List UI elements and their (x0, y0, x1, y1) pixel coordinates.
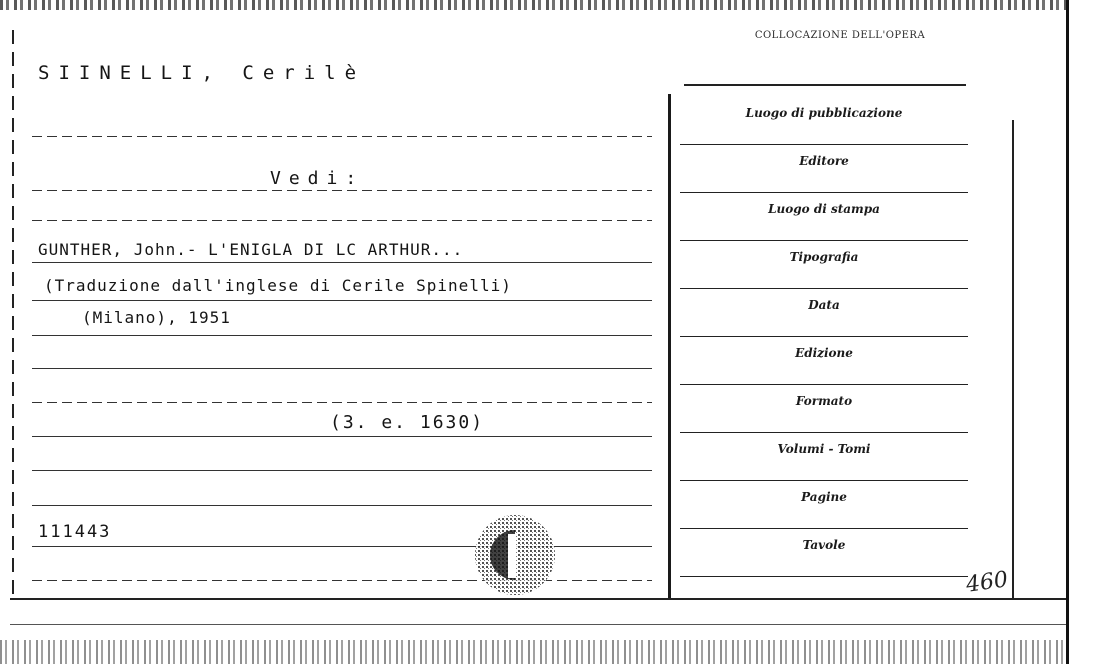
author-heading: SIINELLI, Cerilè (38, 62, 366, 84)
card-bottom-rule (10, 598, 1070, 600)
ruled-line (32, 220, 652, 221)
field-label: Tipografia (789, 250, 859, 264)
field-edizione (680, 336, 968, 385)
field-luogo-di-stampa (680, 192, 968, 241)
ruled-line (32, 262, 652, 263)
panel-right-rule (1012, 120, 1014, 600)
field-data (680, 288, 968, 337)
field-label: Pagine (801, 490, 847, 504)
field-volumi-tomi (680, 432, 968, 481)
card-top-edge (0, 0, 1093, 10)
field-label: Formato (795, 394, 853, 408)
ruled-line (32, 368, 652, 369)
inventory-number: 111443 (38, 522, 112, 542)
ruled-line (32, 136, 652, 137)
field-label: Tavole (802, 538, 846, 552)
reference-line: (Milano), 1951 (82, 308, 231, 327)
field-label: Data (808, 298, 840, 312)
reference-line: GUNTHER, John.- L'ENIGLA DI LC ARTHUR... (38, 240, 464, 259)
card-bottom-edge (0, 640, 1093, 664)
see-reference-label: Vedi: (270, 168, 365, 189)
field-tipografia (680, 240, 968, 289)
reference-line: (Traduzione dall'inglese di Cerile Spinelli) (44, 276, 512, 295)
field-editore (680, 144, 968, 193)
ruled-line (32, 505, 652, 506)
field-label: Luogo di stampa (768, 202, 880, 216)
field-tavole (680, 528, 968, 577)
ruled-line (32, 300, 652, 301)
ruled-line (32, 335, 652, 336)
panel-top-rule (684, 84, 966, 86)
field-label: Luogo di pubblicazione (745, 106, 903, 120)
field-label: Editore (799, 154, 849, 168)
panel-header: COLLOCAZIONE DELL'OPERA (754, 30, 926, 41)
ruled-line (32, 470, 652, 471)
card-bottom-rule (10, 624, 1070, 625)
ruled-line (32, 402, 652, 403)
field-label: Edizione (795, 346, 853, 360)
ruled-line (32, 436, 652, 437)
library-stamp (470, 510, 560, 600)
ruled-line (32, 190, 652, 191)
handwritten-note: 460 (964, 567, 1010, 598)
field-luogo-di-pubblicazione (680, 96, 968, 145)
field-pagine (680, 480, 968, 529)
shelfmark: (3. e. 1630) (330, 412, 485, 433)
field-label: Volumi - Tomi (777, 442, 871, 456)
field-formato (680, 384, 968, 433)
card-left-margin-rule (12, 30, 14, 600)
card-right-edge (1066, 0, 1093, 664)
